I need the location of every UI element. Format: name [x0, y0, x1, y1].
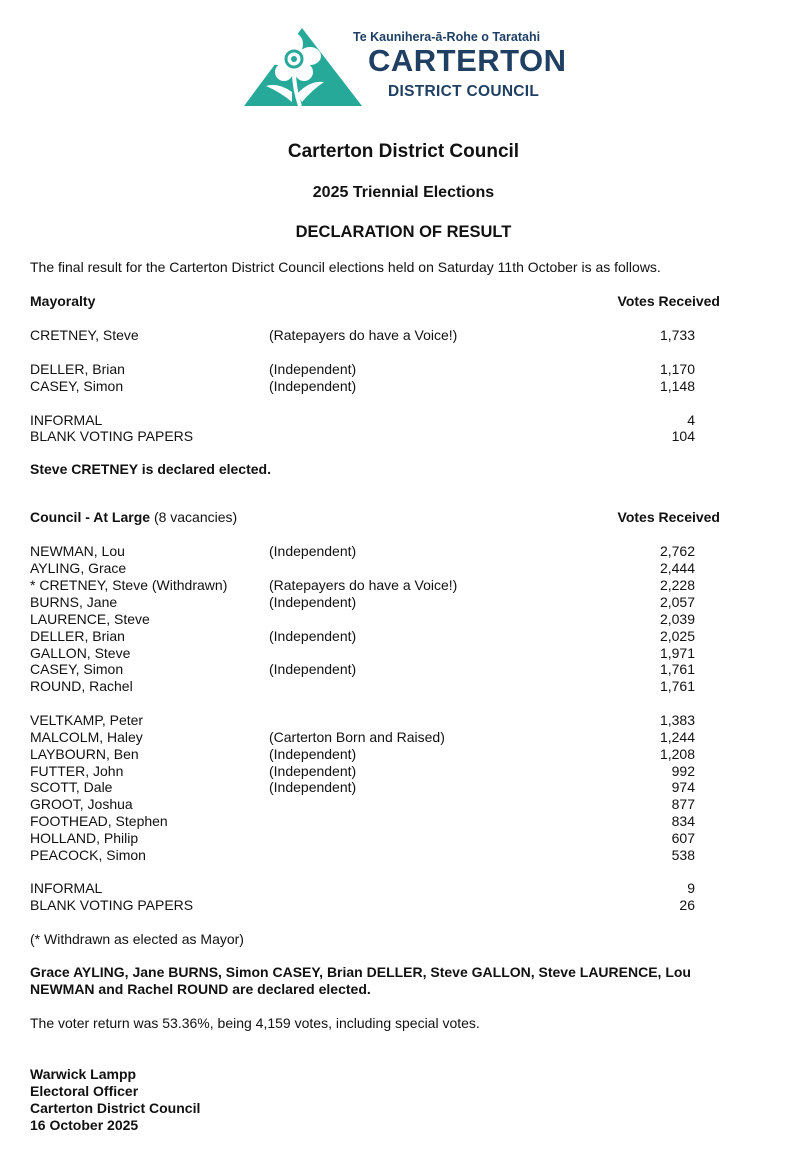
candidate-name: HOLLAND, Philip: [30, 830, 139, 846]
candidate-name: BLANK VOTING PAPERS: [30, 428, 194, 444]
table-row: [0, 813, 807, 830]
council-heading: [30, 509, 237, 526]
table-row: [0, 412, 807, 429]
turnout-text: The voter return was 53.36%, being 4,159 votes, including special votes.: [30, 1015, 480, 1031]
votes-received: 4: [687, 412, 695, 428]
mayoralty-label: Mayoralty: [30, 293, 96, 309]
table-row: [0, 729, 807, 746]
votes-received: 2,762: [659, 543, 695, 559]
candidate-name: FUTTER, John: [30, 763, 124, 779]
council-votes-header: Votes Received: [617, 509, 720, 525]
signature-date: 16 October 2025: [30, 1117, 139, 1133]
table-row: [0, 847, 807, 864]
table-row: [0, 796, 807, 813]
votes-received: 9: [687, 880, 695, 896]
signature-name: Warwick Lampp: [30, 1066, 137, 1082]
table-row: [0, 763, 807, 780]
table-row: [0, 594, 807, 611]
votes-received: 974: [671, 779, 695, 795]
votes-received: 877: [671, 796, 695, 812]
votes-received: 1,208: [659, 746, 695, 762]
votes-received: 1,733: [659, 327, 695, 343]
votes-received: 538: [671, 847, 695, 863]
votes-received: 2,057: [659, 594, 695, 610]
votes-received: 2,025: [659, 628, 695, 644]
council-declared: Grace AYLING, Jane BURNS, Simon CASEY, Brian DELLER, Steve GALLON, Steve LAURENCE, Lou NEWMAN and Rachel ROUND are declared elected.: [30, 964, 691, 997]
table-row: [0, 577, 807, 594]
votes-received: 2,228: [659, 577, 695, 593]
logo-name: CARTERTON: [368, 43, 567, 78]
council-logo: [244, 24, 567, 108]
table-row: [0, 678, 807, 695]
table-row: [0, 830, 807, 847]
votes-received: 104: [671, 428, 695, 444]
candidate-affiliation: (Ratepayers do have a Voice!): [269, 327, 458, 343]
votes-received: 1,170: [659, 361, 695, 377]
candidate-affiliation: (Independent): [269, 746, 357, 762]
candidate-name: GALLON, Steve: [30, 645, 131, 661]
candidate-affiliation: (Independent): [269, 779, 357, 795]
candidate-name: CASEY, Simon: [30, 378, 124, 394]
table-row: [0, 897, 807, 914]
votes-received: 2,039: [659, 611, 695, 627]
candidate-name: NEWMAN, Lou: [30, 543, 125, 559]
table-row: [0, 712, 807, 729]
candidate-name: INFORMAL: [30, 880, 103, 896]
signature-org: Carterton District Council: [30, 1100, 201, 1116]
votes-received: 834: [671, 813, 695, 829]
table-row: [0, 378, 807, 395]
candidate-affiliation: (Independent): [269, 543, 357, 559]
council-vacancies: (8 vacancies): [153, 509, 238, 525]
candidate-name: PEACOCK, Simon: [30, 847, 146, 863]
candidate-affiliation: (Ratepayers do have a Voice!): [269, 577, 458, 593]
mayoralty-votes-header: Votes Received: [617, 293, 720, 309]
votes-received: 1,761: [659, 661, 695, 677]
table-row: [0, 645, 807, 662]
candidate-affiliation: (Independent): [269, 361, 357, 377]
signature-role: Electoral Officer: [30, 1083, 139, 1099]
intro-text: The final result for the Carterton District Council elections held on Saturday 11th October is as follows.: [30, 259, 661, 275]
table-row: [0, 661, 807, 678]
candidate-affiliation: (Independent): [269, 594, 357, 610]
table-row: [0, 560, 807, 577]
candidate-affiliation: (Carterton Born and Raised): [269, 729, 445, 745]
declaration-heading: DECLARATION OF RESULT: [295, 223, 512, 241]
votes-received: 992: [671, 763, 695, 779]
candidate-name: LAURENCE, Steve: [30, 611, 150, 627]
votes-received: 1,971: [659, 645, 695, 661]
votes-received: 2,444: [659, 560, 695, 576]
candidate-name: GROOT, Joshua: [30, 796, 133, 812]
candidate-name: MALCOLM, Haley: [30, 729, 143, 745]
votes-received: 1,383: [659, 712, 695, 728]
table-row: [0, 428, 807, 445]
candidate-name: AYLING, Grace: [30, 560, 127, 576]
table-row: [0, 746, 807, 763]
candidate-affiliation: (Independent): [269, 661, 357, 677]
candidate-affiliation: (Independent): [269, 763, 357, 779]
candidate-name: SCOTT, Dale: [30, 779, 113, 795]
votes-received: 1,761: [659, 678, 695, 694]
candidate-name: DELLER, Brian: [30, 361, 125, 377]
table-row: [0, 880, 807, 897]
candidate-name: VELTKAMP, Peter: [30, 712, 144, 728]
candidate-name: CASEY, Simon: [30, 661, 124, 677]
table-row: [0, 779, 807, 796]
table-row: [0, 611, 807, 628]
logo-subtitle: DISTRICT COUNCIL: [388, 83, 540, 100]
candidate-name: INFORMAL: [30, 412, 103, 428]
votes-received: 1,148: [659, 378, 695, 394]
votes-received: 26: [679, 897, 695, 913]
table-row: [0, 628, 807, 645]
candidate-name: BURNS, Jane: [30, 594, 118, 610]
votes-received: 607: [671, 830, 695, 846]
logo-tagline: Te Kaunihera-ā-Rohe o Taratahi: [353, 30, 541, 44]
candidate-affiliation: (Independent): [269, 628, 357, 644]
candidate-name: DELLER, Brian: [30, 628, 125, 644]
table-row: [0, 327, 807, 344]
page-subtitle: 2025 Triennial Elections: [312, 184, 495, 201]
candidate-name: * CRETNEY, Steve (Withdrawn): [30, 577, 228, 593]
candidate-affiliation: (Independent): [269, 378, 357, 394]
candidate-name: BLANK VOTING PAPERS: [30, 897, 194, 913]
candidate-name: LAYBOURN, Ben: [30, 746, 139, 762]
candidate-name: ROUND, Rachel: [30, 678, 133, 694]
candidate-name: FOOTHEAD, Stephen: [30, 813, 168, 829]
table-row: [0, 543, 807, 560]
withdrawn-note: (* Withdrawn as elected as Mayor): [30, 931, 244, 947]
table-row: [0, 361, 807, 378]
candidate-name: CRETNEY, Steve: [30, 327, 139, 343]
page-title: Carterton District Council: [287, 141, 520, 162]
council-label: Council - At Large: [30, 509, 151, 525]
mayor-declared: Steve CRETNEY is declared elected.: [30, 461, 271, 477]
votes-received: 1,244: [659, 729, 695, 745]
